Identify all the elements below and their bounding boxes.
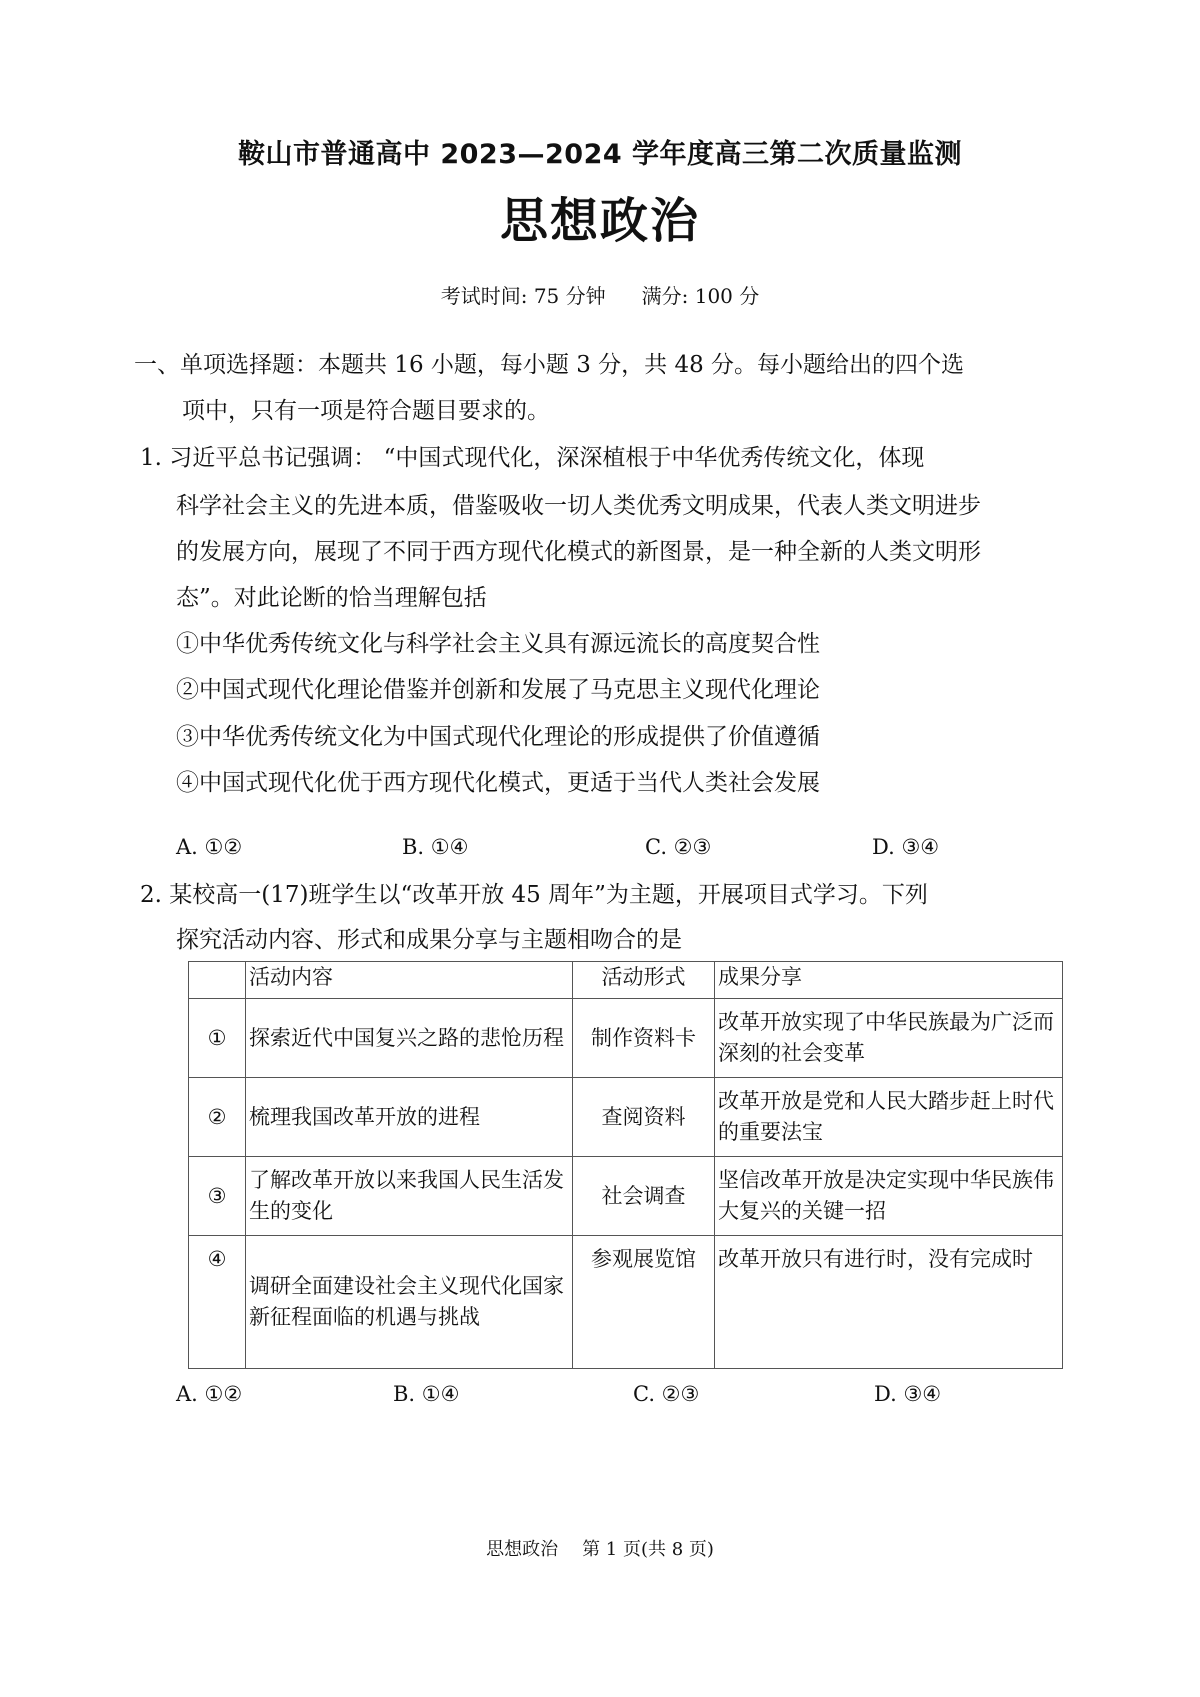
row-number: ②	[189, 1078, 246, 1157]
activity-result: 坚信改革开放是决定实现中华民族伟大复兴的关键一招	[715, 1157, 1063, 1236]
page-footer	[0, 1535, 1200, 1561]
q2-stem-line2: 探究活动内容、形式和成果分享与主题相吻合的是	[176, 927, 682, 953]
activity-form: 社会调查	[573, 1157, 715, 1236]
activity-content: 探索近代中国复兴之路的悲怆历程	[246, 999, 573, 1078]
activity-table	[188, 961, 1063, 1369]
activity-result: 改革开放只有进行时，没有完成时	[715, 1236, 1063, 1369]
q1-stem-line3: 的发展方向，展现了不同于西方现代化模式的新图景，是一种全新的人类文明形	[176, 539, 981, 565]
table-header-cell	[189, 962, 246, 999]
activity-content: 梳理我国改革开放的进程	[246, 1078, 573, 1157]
exam-info	[0, 280, 1200, 309]
q1-statement-2: ②中国式现代化理论借鉴并创新和发展了马克思主义现代化理论	[176, 677, 820, 703]
q1-option-c: C. ②③	[645, 835, 712, 859]
q1-option-b: B. ①④	[402, 835, 469, 859]
q2-option-b: B. ①④	[393, 1382, 460, 1406]
table-row	[189, 999, 1063, 1078]
section-instruction-line2: 项中，只有一项是符合题目要求的。	[182, 398, 550, 424]
table-row	[189, 1078, 1063, 1157]
subject-title: 思想政治	[499, 193, 700, 249]
row-number: ④	[189, 1236, 246, 1369]
table-header-cell: 成果分享	[715, 962, 1063, 999]
row-number: ③	[189, 1157, 246, 1236]
q2-option-d: D. ③④	[874, 1382, 942, 1406]
exam-time: 考试时间: 75 分钟	[440, 284, 606, 308]
table-header-cell: 活动内容	[246, 962, 573, 999]
q1-statement-3: ③中华优秀传统文化为中国式现代化理论的形成提供了价值遵循	[176, 724, 820, 750]
q1-stem-line1: 1. 习近平总书记强调： “中国式现代化，深深植根于中华优秀传统文化，体现	[140, 445, 925, 471]
q1-option-d: D. ③④	[872, 835, 940, 859]
activity-form: 制作资料卡	[573, 999, 715, 1078]
activity-form: 查阅资料	[573, 1078, 715, 1157]
exam-title: 鞍山市普通高中 2023—2024 学年度高三第二次质量监测	[237, 139, 963, 170]
q1-statement-4: ④中国式现代化优于西方现代化模式，更适于当代人类社会发展	[176, 770, 820, 796]
q1-option-a: A. ①②	[176, 835, 243, 859]
q2-option-c: C. ②③	[633, 1382, 700, 1406]
activity-result: 改革开放实现了中华民族最为广泛而深刻的社会变革	[715, 999, 1063, 1078]
q1-stem-line2: 科学社会主义的先进本质，借鉴吸收一切人类优秀文明成果，代表人类文明进步	[176, 493, 981, 519]
table-header-row	[189, 962, 1063, 999]
q1-statement-1: ①中华优秀传统文化与科学社会主义具有源远流长的高度契合性	[176, 631, 820, 657]
q2-option-a: A. ①②	[176, 1382, 243, 1406]
activity-content: 了解改革开放以来我国人民生活发生的变化	[246, 1157, 573, 1236]
section-instruction-line1: 一、单项选择题：本题共 16 小题，每小题 3 分，共 48 分。每小题给出的四个选	[134, 352, 965, 378]
table-row	[189, 1236, 1063, 1369]
activity-form: 参观展览馆	[573, 1236, 715, 1369]
q1-stem-line4: 态”。对此论断的恰当理解包括	[176, 585, 487, 611]
footer-subject: 思想政治	[486, 1539, 559, 1560]
footer-page-number: 第 1 页(共 8 页)	[582, 1539, 714, 1560]
activity-result: 改革开放是党和人民大踏步赶上时代的重要法宝	[715, 1078, 1063, 1157]
full-score: 满分: 100 分	[641, 284, 760, 308]
table-row	[189, 1157, 1063, 1236]
row-number: ①	[189, 999, 246, 1078]
activity-content: 调研全面建设社会主义现代化国家新征程面临的机遇与挑战	[246, 1236, 573, 1369]
q2-stem-line1: 2. 某校高一(17)班学生以“改革开放 45 周年”为主题，开展项目式学习。下列	[140, 882, 928, 908]
table-header-cell: 活动形式	[573, 962, 715, 999]
